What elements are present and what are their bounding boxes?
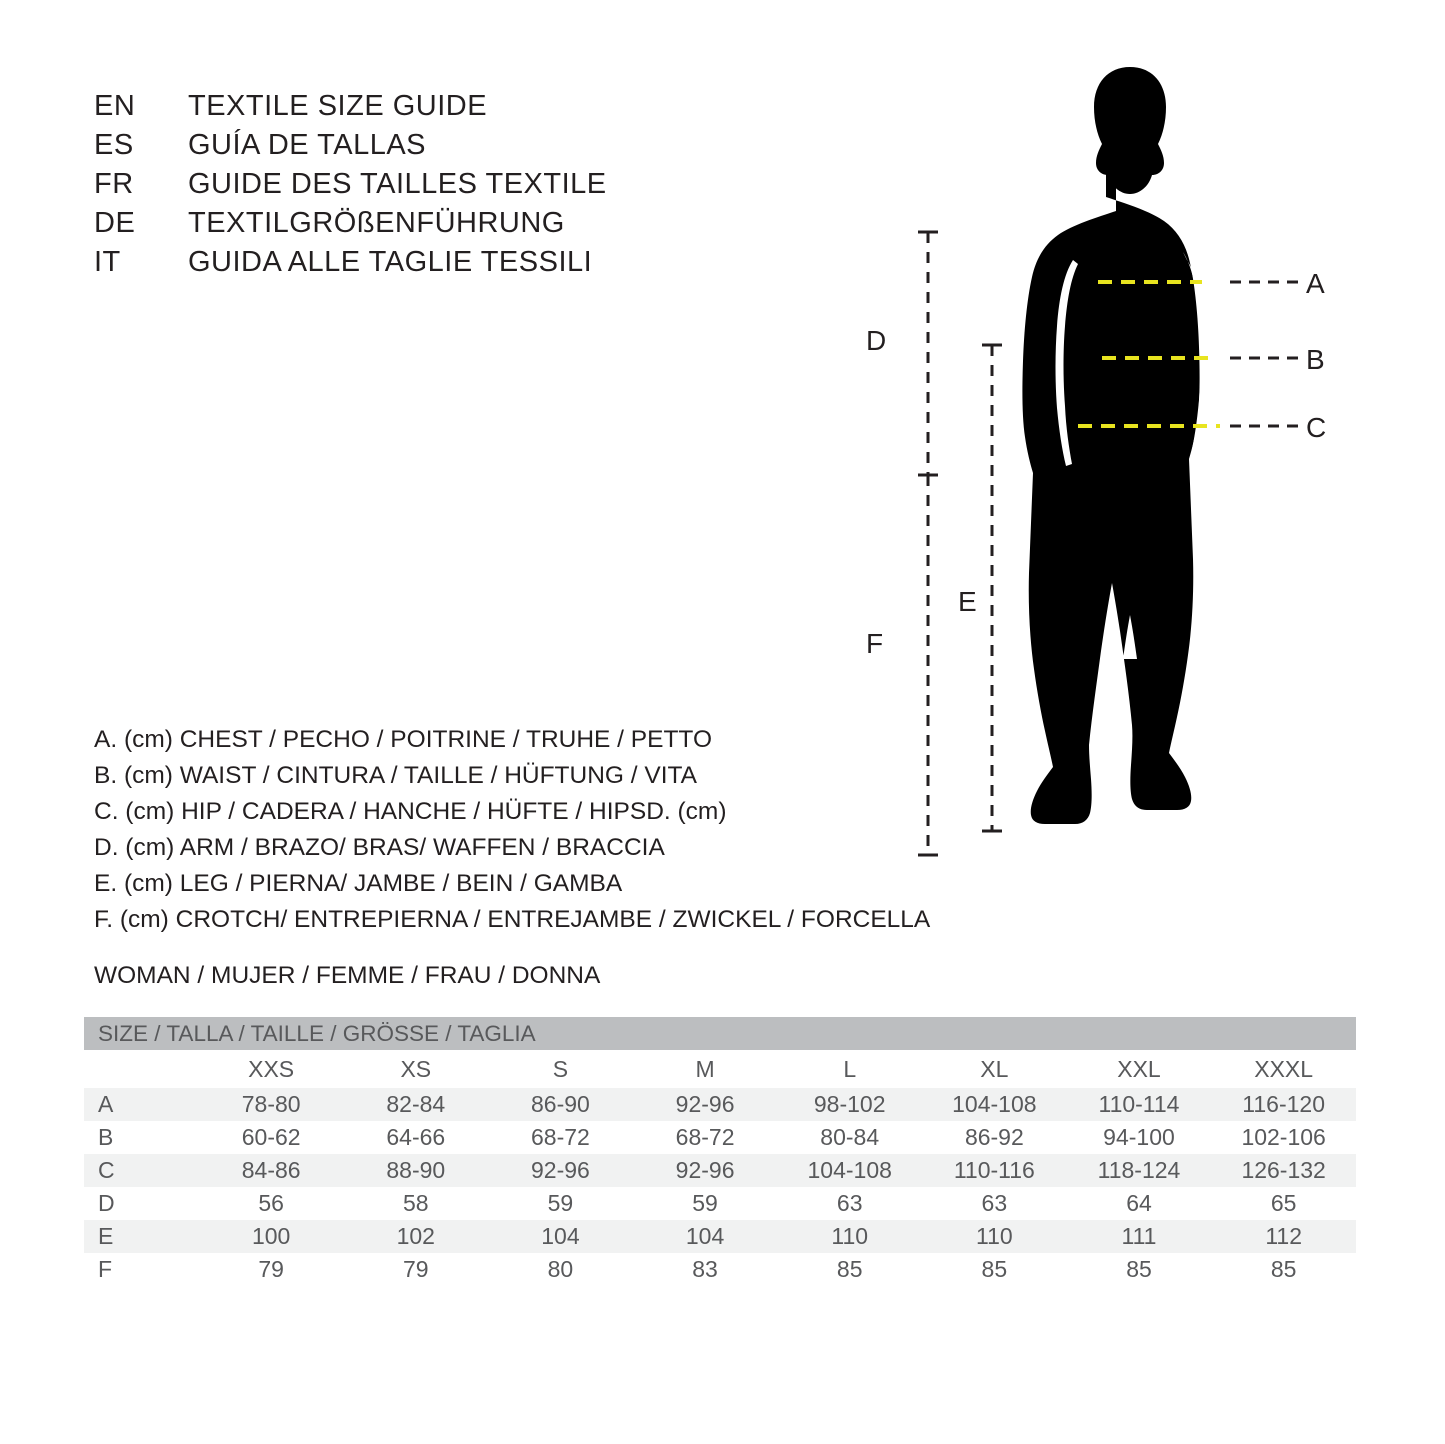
table-row: [84, 1121, 1356, 1154]
cell-d-xxl: 64: [1067, 1187, 1212, 1220]
cell-a-s: 86-90: [488, 1088, 633, 1121]
figure-label-f: F: [866, 628, 884, 659]
table-corner-cell: [84, 1050, 199, 1088]
figure-label-d: D: [866, 325, 887, 356]
row-label-a: A: [84, 1088, 199, 1121]
row-label-f: F: [84, 1253, 199, 1286]
table-header-row: [84, 1050, 1356, 1088]
cell-e-xs: 102: [343, 1220, 488, 1253]
cell-f-m: 83: [633, 1253, 778, 1286]
cell-f-xxxl: 85: [1211, 1253, 1356, 1286]
legend-item-d: D. (cm) ARM / BRAZO/ BRAS/ WAFFEN / BRACCIA: [94, 834, 665, 861]
cell-f-s: 80: [488, 1253, 633, 1286]
cell-b-xl: 86-92: [922, 1121, 1067, 1154]
row-label-c: C: [84, 1154, 199, 1187]
cell-a-m: 92-96: [633, 1088, 778, 1121]
cell-e-l: 110: [777, 1220, 922, 1253]
title-text-es: GUÍA DE TALLAS: [188, 129, 427, 161]
cell-a-l: 98-102: [777, 1088, 922, 1121]
measurement-legend: [94, 722, 930, 938]
cell-f-xxl: 85: [1067, 1253, 1212, 1286]
table-row: [84, 1088, 1356, 1121]
row-label-e: E: [84, 1220, 199, 1253]
cell-e-xxs: 100: [199, 1220, 344, 1253]
table-band-row: [84, 1017, 1356, 1050]
cell-c-xs: 88-90: [343, 1154, 488, 1187]
cell-f-xs: 79: [343, 1253, 488, 1286]
row-label-b: B: [84, 1121, 199, 1154]
cell-b-xxxl: 102-106: [1211, 1121, 1356, 1154]
size-group-label: WOMAN / MUJER / FEMME / FRAU / DONNA: [94, 962, 601, 989]
cell-a-xxs: 78-80: [199, 1088, 344, 1121]
col-head-xl: XL: [922, 1050, 1067, 1088]
cell-b-xxs: 60-62: [199, 1121, 344, 1154]
table-row: [84, 1253, 1356, 1286]
row-label-d: D: [84, 1187, 199, 1220]
legend-item-f: F. (cm) CROTCH/ ENTREPIERNA / ENTREJAMBE / ZWICKEL / FORCELLA: [94, 906, 931, 933]
cell-b-xs: 64-66: [343, 1121, 488, 1154]
cell-e-m: 104: [633, 1220, 778, 1253]
col-head-xxxl: XXXL: [1211, 1050, 1356, 1088]
woman-silhouette-icon: [1022, 67, 1204, 824]
legend-item-c: C. (cm) HIP / CADERA / HANCHE / HÜFTE / HIPSD. (cm): [94, 798, 727, 825]
title-row-fr: [94, 168, 607, 207]
col-head-xs: XS: [343, 1050, 488, 1088]
legend-item-b: B. (cm) WAIST / CINTURA / TAILLE / HÜFTUNG / VITA: [94, 762, 698, 789]
figure-label-a: A: [1306, 268, 1325, 299]
title-text-en: TEXTILE SIZE GUIDE: [188, 90, 488, 122]
size-table: [84, 1017, 1356, 1286]
table-row: [84, 1187, 1356, 1220]
title-row-en: [94, 90, 607, 129]
cell-f-l: 85: [777, 1253, 922, 1286]
figure-label-c: C: [1306, 412, 1327, 443]
cell-d-xl: 63: [922, 1187, 1067, 1220]
figure-label-e: E: [958, 586, 977, 617]
figure-label-b: B: [1306, 344, 1325, 375]
cell-f-xl: 85: [922, 1253, 1067, 1286]
cell-e-xl: 110: [922, 1220, 1067, 1253]
cell-d-m: 59: [633, 1187, 778, 1220]
cell-d-s: 59: [488, 1187, 633, 1220]
measurement-figure: [830, 55, 1390, 915]
cell-e-s: 104: [488, 1220, 633, 1253]
cell-f-xxs: 79: [199, 1253, 344, 1286]
col-head-xxl: XXL: [1067, 1050, 1212, 1088]
legend-item-e: E. (cm) LEG / PIERNA/ JAMBE / BEIN / GAMBA: [94, 870, 623, 897]
cell-c-m: 92-96: [633, 1154, 778, 1187]
cell-d-l: 63: [777, 1187, 922, 1220]
title-row-de: [94, 207, 607, 246]
col-head-xxs: XXS: [199, 1050, 344, 1088]
cell-d-xxs: 56: [199, 1187, 344, 1220]
cell-b-l: 80-84: [777, 1121, 922, 1154]
cell-c-xl: 110-116: [922, 1154, 1067, 1187]
cell-b-xxl: 94-100: [1067, 1121, 1212, 1154]
language-code-de: DE: [94, 207, 136, 239]
language-code-en: EN: [94, 90, 136, 122]
col-head-m: M: [633, 1050, 778, 1088]
cell-c-xxxl: 126-132: [1211, 1154, 1356, 1187]
title-text-de: TEXTILGRÖßENFÜHRUNG: [188, 207, 565, 239]
cell-d-xs: 58: [343, 1187, 488, 1220]
cell-a-xl: 104-108: [922, 1088, 1067, 1121]
cell-e-xxl: 111: [1067, 1220, 1212, 1253]
language-code-it: IT: [94, 246, 121, 278]
table-row: [84, 1154, 1356, 1187]
cell-b-s: 68-72: [488, 1121, 633, 1154]
title-text-it: GUIDA ALLE TAGLIE TESSILI: [188, 246, 593, 278]
table-band-label: SIZE / TALLA / TAILLE / GRÖSSE / TAGLIA: [84, 1017, 1356, 1050]
cell-d-xxxl: 65: [1211, 1187, 1356, 1220]
cell-a-xs: 82-84: [343, 1088, 488, 1121]
cell-c-s: 92-96: [488, 1154, 633, 1187]
cell-c-xxs: 84-86: [199, 1154, 344, 1187]
cell-c-l: 104-108: [777, 1154, 922, 1187]
language-code-es: ES: [94, 129, 134, 161]
cell-a-xxxl: 116-120: [1211, 1088, 1356, 1121]
title-row-it: [94, 246, 607, 285]
leg-measure-bracket: [982, 345, 1002, 831]
cell-c-xxl: 118-124: [1067, 1154, 1212, 1187]
title-row-es: [94, 129, 607, 168]
language-code-fr: FR: [94, 168, 134, 200]
title-text-fr: GUIDE DES TAILLES TEXTILE: [188, 168, 607, 200]
col-head-s: S: [488, 1050, 633, 1088]
cell-e-xxxl: 112: [1211, 1220, 1356, 1253]
cell-a-xxl: 110-114: [1067, 1088, 1212, 1121]
arm-measure-bracket: [918, 232, 938, 475]
title-language-block: [94, 90, 607, 285]
cell-b-m: 68-72: [633, 1121, 778, 1154]
legend-item-a: A. (cm) CHEST / PECHO / POITRINE / TRUHE / PETTO: [94, 726, 713, 753]
crotch-measure-bracket: [918, 475, 938, 855]
measure-leader-lines: [1230, 282, 1298, 426]
col-head-l: L: [777, 1050, 922, 1088]
table-row: [84, 1220, 1356, 1253]
